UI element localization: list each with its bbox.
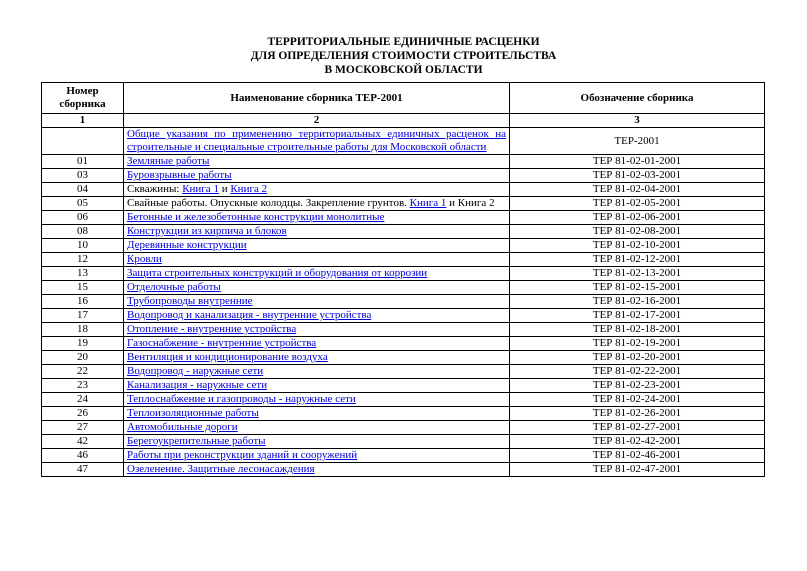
table-row (42, 337, 765, 351)
collection-link[interactable]: Работы при реконструкции зданий и сооружений (127, 449, 358, 461)
collection-number: 26 (42, 407, 124, 421)
document-title (0, 35, 807, 77)
table-row (42, 211, 765, 225)
collection-name (124, 281, 510, 295)
collection-designation: ТЕР 81-02-24-2001 (510, 393, 765, 407)
collection-number: 03 (42, 169, 124, 183)
table-row (42, 128, 765, 155)
collection-designation: ТЕР-2001 (510, 128, 765, 155)
collection-name (124, 239, 510, 253)
collection-link[interactable]: Буровзрывные работы (127, 169, 232, 181)
collection-link[interactable]: Водопровод и канализация - внутренние устройства (127, 309, 372, 321)
table-row (42, 225, 765, 239)
header-name: Наименование сборника ТЕР-2001 (124, 83, 510, 114)
column-number-row (42, 114, 765, 128)
collection-designation: ТЕР 81-02-27-2001 (510, 421, 765, 435)
collection-number (42, 128, 124, 155)
table-row (42, 421, 765, 435)
collection-designation: ТЕР 81-02-17-2001 (510, 309, 765, 323)
collection-text: и Книга 2 (446, 197, 495, 209)
table-row (42, 197, 765, 211)
table-row (42, 155, 765, 169)
collection-name (124, 421, 510, 435)
collection-designation: ТЕР 81-02-23-2001 (510, 379, 765, 393)
collection-link[interactable]: Бетонные и железобетонные конструкции монолитные (127, 211, 385, 223)
table-row (42, 323, 765, 337)
collection-name (124, 351, 510, 365)
collection-number: 13 (42, 267, 124, 281)
collection-designation: ТЕР 81-02-08-2001 (510, 225, 765, 239)
collection-designation: ТЕР 81-02-42-2001 (510, 435, 765, 449)
collection-name (124, 463, 510, 477)
collection-name (124, 267, 510, 281)
table-row (42, 281, 765, 295)
collection-number: 42 (42, 435, 124, 449)
collection-name (124, 197, 510, 211)
column-number: 2 (124, 114, 510, 128)
collection-number: 19 (42, 337, 124, 351)
table-row (42, 309, 765, 323)
collection-designation: ТЕР 81-02-19-2001 (510, 337, 765, 351)
collection-number: 06 (42, 211, 124, 225)
collection-number: 24 (42, 393, 124, 407)
collection-number: 16 (42, 295, 124, 309)
collection-text: Свайные работы. Опускные колодцы. Закрепление грунтов. (127, 197, 410, 209)
collection-link[interactable]: Деревянные конструкции (127, 239, 247, 251)
collection-link[interactable]: Вентиляция и кондиционирование воздуха (127, 351, 328, 363)
collection-name (124, 169, 510, 183)
table-row (42, 169, 765, 183)
column-number: 1 (42, 114, 124, 128)
collection-link[interactable]: Книга 1 (182, 183, 219, 195)
collection-number: 23 (42, 379, 124, 393)
table-row (42, 351, 765, 365)
collection-link[interactable]: Защита строительных конструкций и оборудования от коррозии (127, 267, 428, 279)
collection-designation: ТЕР 81-02-10-2001 (510, 239, 765, 253)
header-designation: Обозначение сборника (510, 83, 765, 114)
collection-link[interactable]: Теплоизоляционные работы (127, 407, 259, 419)
table-row (42, 239, 765, 253)
collection-number: 05 (42, 197, 124, 211)
title-line-1: ТЕРРИТОРИАЛЬНЫЕ ЕДИНИЧНЫЕ РАСЦЕНКИ (267, 36, 540, 48)
table-row (42, 365, 765, 379)
collection-designation: ТЕР 81-02-01-2001 (510, 155, 765, 169)
table-row (42, 379, 765, 393)
collection-link[interactable]: Земляные работы (127, 155, 210, 167)
collection-link[interactable]: Газоснабжение - внутренние устройства (127, 337, 317, 349)
collection-name (124, 155, 510, 169)
collection-number: 47 (42, 463, 124, 477)
collection-link[interactable]: Озеленение. Защитные лесонасаждения (127, 463, 315, 475)
title-line-3: В МОСКОВСКОЙ ОБЛАСТИ (324, 64, 483, 76)
collection-number: 20 (42, 351, 124, 365)
table-row (42, 267, 765, 281)
collection-link[interactable]: Канализация - наружные сети (127, 379, 268, 391)
collection-name (124, 393, 510, 407)
collection-name (124, 323, 510, 337)
table-body (42, 128, 765, 477)
collection-name (124, 337, 510, 351)
collection-link[interactable]: Водопровод - наружные сети (127, 365, 264, 377)
collection-link[interactable]: Автомобильные дороги (127, 421, 238, 433)
collection-number: 10 (42, 239, 124, 253)
collection-designation: ТЕР 81-02-03-2001 (510, 169, 765, 183)
table-row (42, 463, 765, 477)
collection-name (124, 253, 510, 267)
collection-link[interactable]: Общие указания по применению территориальных единичных расценок на строительные и специальные строительные работы для Московской области (127, 128, 506, 153)
collection-number: 22 (42, 365, 124, 379)
collection-number: 15 (42, 281, 124, 295)
collection-designation: ТЕР 81-02-18-2001 (510, 323, 765, 337)
table-row (42, 393, 765, 407)
collection-link[interactable]: Отделочные работы (127, 281, 221, 293)
collection-name (124, 365, 510, 379)
collection-designation: ТЕР 81-02-06-2001 (510, 211, 765, 225)
collection-link[interactable]: Берегоукрепительные работы (127, 435, 266, 447)
collection-link[interactable]: Отопление - внутренние устройства (127, 323, 297, 335)
table-row (42, 449, 765, 463)
collection-designation: ТЕР 81-02-26-2001 (510, 407, 765, 421)
table-row (42, 435, 765, 449)
collection-number: 46 (42, 449, 124, 463)
collection-designation: ТЕР 81-02-15-2001 (510, 281, 765, 295)
collection-name (124, 309, 510, 323)
collection-designation: ТЕР 81-02-47-2001 (510, 463, 765, 477)
collection-designation: ТЕР 81-02-16-2001 (510, 295, 765, 309)
header-number: Номер сборника (42, 83, 124, 114)
collection-name (124, 379, 510, 393)
collection-text: Скважины: (127, 183, 183, 195)
collections-table (41, 82, 765, 477)
collection-name (124, 225, 510, 239)
collection-text: и (218, 183, 231, 195)
collection-number: 01 (42, 155, 124, 169)
collection-name (124, 295, 510, 309)
title-line-2: ДЛЯ ОПРЕДЕЛЕНИЯ СТОИМОСТИ СТРОИТЕЛЬСТВА (250, 50, 557, 62)
collection-link[interactable]: Трубопроводы внутренние (127, 295, 253, 307)
collection-designation: ТЕР 81-02-46-2001 (510, 449, 765, 463)
collection-name (124, 407, 510, 421)
collection-designation: ТЕР 81-02-12-2001 (510, 253, 765, 267)
collection-number: 27 (42, 421, 124, 435)
collection-designation: ТЕР 81-02-13-2001 (510, 267, 765, 281)
collection-name (124, 211, 510, 225)
table-row (42, 295, 765, 309)
table-header-row (42, 83, 765, 114)
table-row (42, 407, 765, 421)
collection-designation: ТЕР 81-02-05-2001 (510, 197, 765, 211)
collection-link[interactable]: Кровли (127, 253, 162, 265)
collection-name (124, 435, 510, 449)
collection-number: 04 (42, 183, 124, 197)
collection-designation: ТЕР 81-02-20-2001 (510, 351, 765, 365)
collection-designation: ТЕР 81-02-22-2001 (510, 365, 765, 379)
collection-designation: ТЕР 81-02-04-2001 (510, 183, 765, 197)
table-row (42, 183, 765, 197)
table-row (42, 253, 765, 267)
column-number: 3 (510, 114, 765, 128)
collection-name (124, 128, 510, 155)
collection-link[interactable]: Книга 2 (230, 183, 268, 195)
collection-number: 18 (42, 323, 124, 337)
collection-link[interactable]: Теплоснабжение и газопроводы - наружные сети (127, 393, 356, 405)
collection-link[interactable]: Книга 1 (409, 197, 447, 209)
collection-link[interactable]: Конструкции из кирпича и блоков (127, 225, 287, 237)
collection-number: 17 (42, 309, 124, 323)
collection-name (124, 449, 510, 463)
collection-number: 12 (42, 253, 124, 267)
collection-number: 08 (42, 225, 124, 239)
collection-name (124, 183, 510, 197)
